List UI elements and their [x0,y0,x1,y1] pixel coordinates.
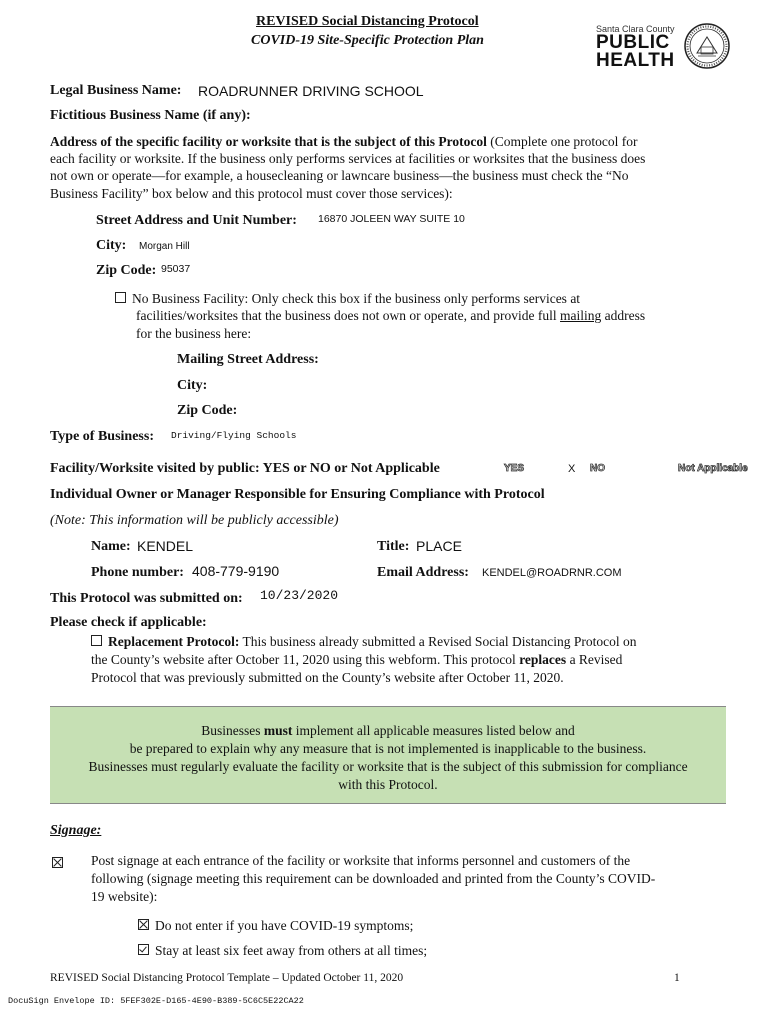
title-value[interactable]: PLACE [416,538,462,554]
mailing-city-label: City: [177,378,208,393]
no-facility-checkbox[interactable] [115,292,126,303]
street-label: Street Address and Unit Number: [96,213,297,228]
visited-yes-option[interactable]: YES [504,463,525,474]
name-value[interactable]: KENDEL [137,538,194,554]
submitted-label: This Protocol was submitted on: [50,591,243,606]
document-subtitle: COVID-19 Site-Specific Protection Plan [251,33,484,48]
replacement-text-2a: the County’s website after October 11, 2020 using this webform. This protocol [91,652,520,667]
street-value[interactable]: 16870 JOLEEN WAY SUITE 10 [318,213,465,225]
notice-must: must [263,723,293,738]
mailing-zip-label: Zip Code: [177,403,238,418]
visited-label: Facility/Worksite visited by public: YES or NO or Not Applicable [50,461,440,476]
legal-name-value[interactable]: ROADRUNNER DRIVING SCHOOL [198,83,424,99]
signage-sub-1-text: Do not enter if you have COVID-19 symptoms; [155,918,414,933]
zip-label: Zip Code: [96,263,157,278]
replacement-line-2 [91,652,622,668]
email-label: Email Address: [377,565,469,580]
visited-na-option[interactable]: Not Applicable [678,463,748,474]
address-line-1 [50,134,638,150]
signage-item-checkbox[interactable] [52,857,63,868]
no-facility-line-2 [136,308,645,324]
zip-value[interactable]: 95037 [161,263,191,275]
visited-selected-mark: X [568,463,576,475]
replacement-replaces: replaces [519,652,567,667]
signage-sub-1-checkbox[interactable] [138,919,149,930]
address-note-1: (Complete one protocol for [486,134,638,149]
legal-name-label: Legal Business Name: [50,83,182,98]
address-line-2: each facility or worksite. If the business only performs services at facilities or worksites that the business does [50,151,646,166]
logo-county: Santa Clara County [596,24,675,34]
replacement-line-1 [91,634,637,650]
no-facility-mailing: mailing [560,308,602,323]
phone-value[interactable]: 408-779-9190 [192,563,280,579]
no-facility-line-1 [115,291,580,307]
signage-sub-2 [138,943,427,959]
compliance-notice-box [50,706,726,804]
visited-no-option[interactable]: NO [590,463,605,474]
type-label: Type of Business: [50,429,154,444]
logo-public: PUBLIC [596,32,670,53]
city-label: City: [96,238,127,253]
replacement-line-3: Protocol that was previously submitted on the County’s website after October 11, 2020. [91,670,564,685]
signage-item-line-1: Post signage at each entrance of the facility or worksite that informs personnel and customers of the [91,853,631,868]
replacement-text-1: This business already submitted a Revised Social Distancing Protocol on [239,634,637,649]
docusign-envelope-id: DocuSign Envelope ID: 5FEF302E-D165-4E90-B389-5C6C5E22CA22 [8,996,304,1006]
city-value[interactable]: Morgan Hill [139,241,190,252]
name-label: Name: [91,539,131,554]
title-label: Title: [377,539,410,554]
signage-item-line-3: 19 website): [91,889,158,904]
footer-template: REVISED Social Distancing Protocol Template – Updated October 11, 2020 [50,972,404,984]
no-facility-text-1: No Business Facility: Only check this box if the business only performs services at [132,291,581,306]
address-line-4: Business Facility” box below and this protocol must cover those services): [50,186,453,201]
no-facility-line-3: for the business here: [136,326,252,341]
owner-note: (Note: This information will be publicly accessible) [50,513,339,528]
footer-page-number: 1 [674,972,680,984]
notice-line-4: with this Protocol. [338,777,438,792]
address-line-3: not own or operate—for example, a housecleaning or lawncare business—the business must check the “No [50,168,629,183]
fictitious-name-label: Fictitious Business Name (if any): [50,108,251,123]
owner-label: Individual Owner or Manager Responsible for Ensuring Compliance with Protocol [50,487,545,502]
signage-item-checkbox-wrap [52,855,69,873]
email-value[interactable]: KENDEL@ROADRNR.COM [482,567,622,579]
address-label: Address of the specific facility or worksite that is the subject of this Protocol [50,134,487,149]
notice-line-2: be prepared to explain why any measure that is not implemented is inapplicable to the business. [129,741,647,756]
type-value[interactable]: Driving/Flying Schools [171,430,297,441]
signage-sub-2-text: Stay at least six feet away from others at all times; [155,943,428,958]
phone-label: Phone number: [91,565,184,580]
signage-sub-1 [138,918,413,934]
county-seal-icon [684,23,730,69]
logo-health: HEALTH [596,50,675,71]
submitted-value[interactable]: 10/23/2020 [260,588,339,603]
replacement-bold: Replacement Protocol: [108,634,240,649]
replacement-checkbox[interactable] [91,635,102,646]
notice-line-1 [50,722,726,740]
check-applicable-label: Please check if applicable: [50,615,207,630]
public-health-logo [596,24,675,70]
mailing-street-label: Mailing Street Address: [177,352,319,367]
document-title: REVISED Social Distancing Protocol [256,14,479,29]
no-facility-text-2: facilities/worksites that the business does not own or operate, and provide full [136,308,561,323]
no-facility-text-2b: address [601,308,646,323]
signage-sub-2-checkbox[interactable] [138,944,149,955]
replacement-text-2b: a Revised [566,652,623,667]
notice-text-1b: implement all applicable measures listed below and [292,723,575,738]
signage-item-line-2: following (signage meeting this requirement can be downloaded and printed from the County’s COVID- [91,871,656,886]
notice-line-3: Businesses must regularly evaluate the facility or worksite that is the subject of this submission for compliance [88,759,688,774]
signage-heading: Signage: [50,823,102,838]
notice-text-1a: Businesses [201,723,264,738]
